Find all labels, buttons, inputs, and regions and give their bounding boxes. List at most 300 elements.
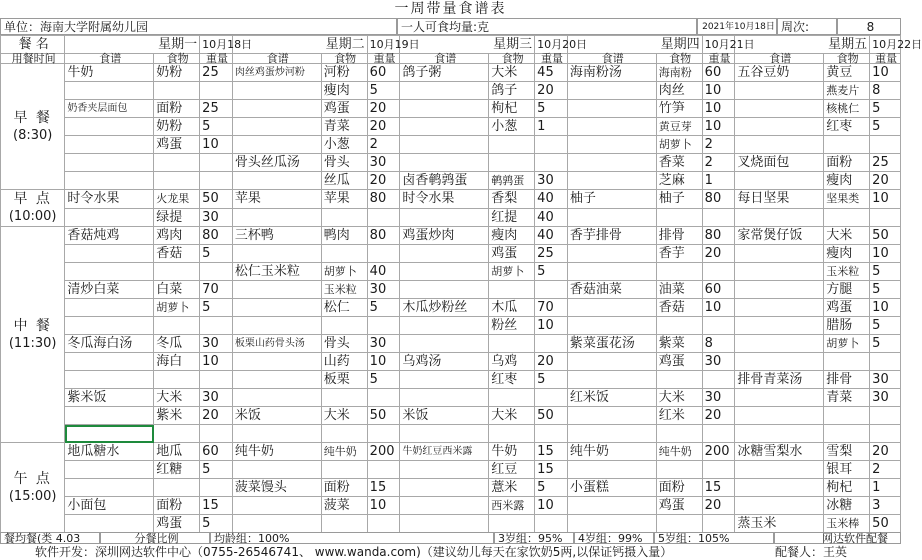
dish-cell[interactable] bbox=[65, 371, 154, 389]
food-cell[interactable]: 小葱 bbox=[321, 136, 367, 154]
food-cell[interactable] bbox=[656, 263, 702, 281]
dish-cell[interactable] bbox=[232, 245, 321, 263]
qty-cell[interactable]: 15 bbox=[535, 443, 568, 461]
food-cell[interactable]: 菠菜 bbox=[321, 497, 367, 515]
dish-cell[interactable] bbox=[232, 118, 321, 136]
qty-cell[interactable]: 30 bbox=[535, 172, 568, 190]
food-cell[interactable] bbox=[489, 425, 535, 443]
dish-cell[interactable] bbox=[65, 208, 154, 227]
qty-cell[interactable]: 25 bbox=[535, 245, 568, 263]
dish-cell[interactable] bbox=[400, 425, 489, 443]
dish-cell[interactable]: 地瓜糖水 bbox=[65, 443, 154, 461]
food-cell[interactable]: 柚子 bbox=[656, 190, 702, 209]
food-cell[interactable]: 松仁 bbox=[321, 299, 367, 317]
dish-cell[interactable] bbox=[65, 154, 154, 172]
qty-cell[interactable]: 15 bbox=[535, 461, 568, 479]
qty-cell[interactable] bbox=[200, 425, 233, 443]
dish-cell[interactable] bbox=[567, 299, 656, 317]
food-cell[interactable]: 排骨 bbox=[824, 371, 870, 389]
food-cell[interactable]: 大米 bbox=[656, 389, 702, 407]
food-cell[interactable]: 胡萝卜 bbox=[824, 335, 870, 353]
dish-cell[interactable] bbox=[232, 136, 321, 154]
food-cell[interactable]: 冬瓜 bbox=[154, 335, 200, 353]
dish-cell[interactable] bbox=[735, 136, 824, 154]
food-cell[interactable]: 乌鸡 bbox=[489, 353, 535, 371]
qty-cell[interactable]: 10 bbox=[870, 64, 901, 82]
qty-cell[interactable] bbox=[200, 371, 233, 389]
dish-cell[interactable] bbox=[400, 515, 489, 533]
qty-cell[interactable]: 20 bbox=[702, 497, 735, 515]
qty-cell[interactable]: 5 bbox=[535, 100, 568, 118]
qty-cell[interactable] bbox=[870, 353, 901, 371]
qty-cell[interactable]: 50 bbox=[870, 227, 901, 245]
food-cell[interactable]: 骨头 bbox=[321, 154, 367, 172]
dish-cell[interactable]: 松仁玉米粒 bbox=[232, 263, 321, 281]
qty-cell[interactable] bbox=[367, 389, 400, 407]
qty-cell[interactable]: 5 bbox=[200, 118, 233, 136]
food-cell[interactable]: 粉丝 bbox=[489, 317, 535, 335]
qty-cell[interactable] bbox=[702, 263, 735, 281]
dish-cell[interactable] bbox=[567, 100, 656, 118]
qty-cell[interactable]: 10 bbox=[702, 118, 735, 136]
food-cell[interactable]: 紫米 bbox=[154, 407, 200, 425]
dish-cell[interactable] bbox=[567, 497, 656, 515]
qty-cell[interactable]: 20 bbox=[702, 407, 735, 425]
qty-cell[interactable]: 5 bbox=[870, 118, 901, 136]
dish-cell[interactable]: 米饭 bbox=[232, 407, 321, 425]
dish-cell[interactable]: 海南粉汤 bbox=[567, 64, 656, 82]
food-cell[interactable]: 玉米粒 bbox=[824, 263, 870, 281]
food-cell[interactable]: 面粉 bbox=[321, 479, 367, 497]
dish-cell[interactable] bbox=[567, 407, 656, 425]
qty-cell[interactable]: 50 bbox=[367, 407, 400, 425]
food-cell[interactable] bbox=[489, 515, 535, 533]
dish-cell[interactable]: 板栗山药骨头汤 bbox=[232, 335, 321, 353]
dish-cell[interactable]: 时令水果 bbox=[400, 190, 489, 209]
dish-cell[interactable] bbox=[400, 100, 489, 118]
dish-cell[interactable]: 排骨青菜汤 bbox=[735, 371, 824, 389]
dish-cell[interactable] bbox=[567, 425, 656, 443]
dish-cell[interactable] bbox=[735, 245, 824, 263]
food-cell[interactable]: 竹笋 bbox=[656, 100, 702, 118]
food-cell[interactable]: 瘦肉 bbox=[321, 82, 367, 100]
qty-cell[interactable]: 60 bbox=[702, 64, 735, 82]
dish-cell[interactable]: 柚子 bbox=[567, 190, 656, 209]
dish-cell[interactable] bbox=[65, 461, 154, 479]
food-cell[interactable]: 冰糖 bbox=[824, 497, 870, 515]
food-cell[interactable] bbox=[154, 154, 200, 172]
dish-cell[interactable] bbox=[400, 281, 489, 299]
dish-cell[interactable] bbox=[232, 371, 321, 389]
qty-cell[interactable]: 40 bbox=[535, 190, 568, 209]
dish-cell[interactable]: 家常煲仔饭 bbox=[735, 227, 824, 245]
dish-cell[interactable]: 时令水果 bbox=[65, 190, 154, 209]
qty-cell[interactable]: 20 bbox=[870, 443, 901, 461]
qty-cell[interactable]: 10 bbox=[535, 497, 568, 515]
dish-cell[interactable] bbox=[65, 263, 154, 281]
food-cell[interactable]: 排骨 bbox=[656, 227, 702, 245]
qty-cell[interactable]: 10 bbox=[367, 497, 400, 515]
qty-cell[interactable] bbox=[367, 515, 400, 533]
qty-cell[interactable] bbox=[200, 479, 233, 497]
qty-cell[interactable] bbox=[870, 208, 901, 227]
qty-cell[interactable]: 2 bbox=[702, 154, 735, 172]
food-cell[interactable]: 香菜 bbox=[656, 154, 702, 172]
food-cell[interactable] bbox=[824, 208, 870, 227]
dish-cell[interactable] bbox=[400, 317, 489, 335]
dish-cell[interactable] bbox=[567, 172, 656, 190]
dish-cell[interactable]: 肉丝鸡蛋炒河粉 bbox=[232, 64, 321, 82]
food-cell[interactable]: 银耳 bbox=[824, 461, 870, 479]
qty-cell[interactable]: 10 bbox=[702, 100, 735, 118]
dish-cell[interactable]: 奶香夹层面包 bbox=[65, 100, 154, 118]
qty-cell[interactable]: 30 bbox=[870, 389, 901, 407]
food-cell[interactable]: 小葱 bbox=[489, 118, 535, 136]
dish-cell[interactable]: 香芋排骨 bbox=[567, 227, 656, 245]
qty-cell[interactable]: 20 bbox=[870, 172, 901, 190]
food-cell[interactable]: 地瓜 bbox=[154, 443, 200, 461]
dish-cell[interactable]: 紫菜蛋花汤 bbox=[567, 335, 656, 353]
qty-cell[interactable] bbox=[200, 263, 233, 281]
food-cell[interactable]: 大米 bbox=[824, 227, 870, 245]
dish-cell[interactable] bbox=[567, 82, 656, 100]
dish-cell[interactable] bbox=[400, 479, 489, 497]
qty-cell[interactable]: 5 bbox=[367, 371, 400, 389]
dish-cell[interactable] bbox=[65, 299, 154, 317]
dish-cell[interactable] bbox=[567, 353, 656, 371]
dish-cell[interactable]: 冬瓜海白汤 bbox=[65, 335, 154, 353]
food-cell[interactable] bbox=[489, 335, 535, 353]
qty-cell[interactable] bbox=[702, 461, 735, 479]
qty-cell[interactable]: 60 bbox=[702, 281, 735, 299]
dish-cell[interactable]: 鸽子粥 bbox=[400, 64, 489, 82]
food-cell[interactable] bbox=[489, 389, 535, 407]
qty-cell[interactable]: 8 bbox=[702, 335, 735, 353]
qty-cell[interactable] bbox=[535, 425, 568, 443]
dish-cell[interactable]: 鸡蛋炒肉 bbox=[400, 227, 489, 245]
qty-cell[interactable]: 80 bbox=[367, 190, 400, 209]
dish-cell[interactable] bbox=[400, 263, 489, 281]
food-cell[interactable] bbox=[321, 389, 367, 407]
qty-cell[interactable] bbox=[702, 371, 735, 389]
dish-cell[interactable]: 牛奶 bbox=[65, 64, 154, 82]
dish-cell[interactable] bbox=[567, 371, 656, 389]
food-cell[interactable] bbox=[824, 353, 870, 371]
qty-cell[interactable]: 30 bbox=[200, 335, 233, 353]
food-cell[interactable]: 青菜 bbox=[824, 389, 870, 407]
food-cell[interactable]: 鸡蛋 bbox=[489, 245, 535, 263]
food-cell[interactable]: 奶粉 bbox=[154, 64, 200, 82]
qty-cell[interactable]: 1 bbox=[702, 172, 735, 190]
food-cell[interactable]: 奶粉 bbox=[154, 118, 200, 136]
qty-cell[interactable]: 80 bbox=[367, 227, 400, 245]
dish-cell[interactable] bbox=[232, 82, 321, 100]
dish-cell[interactable]: 纯牛奶 bbox=[567, 443, 656, 461]
qty-cell[interactable]: 5 bbox=[200, 299, 233, 317]
dish-cell[interactable] bbox=[567, 317, 656, 335]
dish-cell[interactable] bbox=[400, 389, 489, 407]
qty-cell[interactable]: 20 bbox=[367, 118, 400, 136]
dish-cell[interactable] bbox=[735, 461, 824, 479]
qty-cell[interactable] bbox=[535, 389, 568, 407]
food-cell[interactable]: 丝瓜 bbox=[321, 172, 367, 190]
qty-cell[interactable]: 10 bbox=[535, 317, 568, 335]
qty-cell[interactable] bbox=[367, 425, 400, 443]
food-cell[interactable]: 鹌鹑蛋 bbox=[489, 172, 535, 190]
dish-cell[interactable] bbox=[232, 461, 321, 479]
food-cell[interactable]: 红糖 bbox=[154, 461, 200, 479]
food-cell[interactable] bbox=[489, 154, 535, 172]
dish-cell[interactable] bbox=[735, 497, 824, 515]
food-cell[interactable]: 雪梨 bbox=[824, 443, 870, 461]
food-cell[interactable] bbox=[656, 425, 702, 443]
qty-cell[interactable]: 5 bbox=[535, 479, 568, 497]
qty-cell[interactable]: 1 bbox=[870, 479, 901, 497]
food-cell[interactable] bbox=[656, 317, 702, 335]
food-cell[interactable] bbox=[489, 281, 535, 299]
qty-cell[interactable]: 50 bbox=[870, 515, 901, 533]
food-cell[interactable]: 西米露 bbox=[489, 497, 535, 515]
qty-cell[interactable]: 80 bbox=[702, 190, 735, 209]
food-cell[interactable]: 海南粉 bbox=[656, 64, 702, 82]
dish-cell[interactable]: 香菇炖鸡 bbox=[65, 227, 154, 245]
qty-cell[interactable] bbox=[702, 515, 735, 533]
dish-cell[interactable]: 苹果 bbox=[232, 190, 321, 209]
qty-cell[interactable] bbox=[870, 425, 901, 443]
food-cell[interactable]: 鸡蛋 bbox=[154, 136, 200, 154]
dish-cell[interactable] bbox=[567, 154, 656, 172]
qty-cell[interactable]: 30 bbox=[702, 389, 735, 407]
qty-cell[interactable]: 5 bbox=[200, 245, 233, 263]
qty-cell[interactable] bbox=[535, 136, 568, 154]
dish-cell[interactable]: 每日坚果 bbox=[735, 190, 824, 209]
dish-cell[interactable] bbox=[567, 208, 656, 227]
dish-cell[interactable] bbox=[735, 118, 824, 136]
qty-cell[interactable]: 30 bbox=[367, 281, 400, 299]
qty-cell[interactable]: 20 bbox=[702, 245, 735, 263]
dish-cell[interactable] bbox=[232, 172, 321, 190]
qty-cell[interactable]: 2 bbox=[367, 136, 400, 154]
qty-cell[interactable]: 30 bbox=[200, 208, 233, 227]
qty-cell[interactable] bbox=[535, 515, 568, 533]
dish-cell[interactable] bbox=[65, 407, 154, 425]
dish-cell[interactable] bbox=[735, 335, 824, 353]
qty-cell[interactable]: 30 bbox=[702, 353, 735, 371]
food-cell[interactable] bbox=[321, 317, 367, 335]
dish-cell[interactable] bbox=[65, 479, 154, 497]
food-cell[interactable]: 红豆 bbox=[489, 461, 535, 479]
qty-cell[interactable]: 5 bbox=[535, 263, 568, 281]
food-cell[interactable] bbox=[656, 208, 702, 227]
qty-cell[interactable] bbox=[367, 317, 400, 335]
food-cell[interactable]: 枸杞 bbox=[824, 479, 870, 497]
dish-cell[interactable] bbox=[232, 281, 321, 299]
dish-cell[interactable] bbox=[400, 335, 489, 353]
dish-cell[interactable] bbox=[735, 389, 824, 407]
dish-cell[interactable] bbox=[567, 461, 656, 479]
food-cell[interactable]: 山药 bbox=[321, 353, 367, 371]
food-cell[interactable]: 黄豆芽 bbox=[656, 118, 702, 136]
dish-cell[interactable]: 乌鸡汤 bbox=[400, 353, 489, 371]
food-cell[interactable]: 玉米棒 bbox=[824, 515, 870, 533]
dish-cell[interactable]: 蒸玉米 bbox=[735, 515, 824, 533]
dish-cell[interactable] bbox=[400, 371, 489, 389]
dish-cell[interactable] bbox=[735, 208, 824, 227]
food-cell[interactable] bbox=[824, 407, 870, 425]
food-cell[interactable]: 红枣 bbox=[824, 118, 870, 136]
qty-cell[interactable] bbox=[367, 208, 400, 227]
qty-cell[interactable]: 20 bbox=[367, 172, 400, 190]
qty-cell[interactable]: 2 bbox=[870, 461, 901, 479]
dish-cell[interactable]: 紫米饭 bbox=[65, 389, 154, 407]
food-cell[interactable]: 海白 bbox=[154, 353, 200, 371]
dish-cell[interactable] bbox=[65, 172, 154, 190]
qty-cell[interactable]: 30 bbox=[367, 154, 400, 172]
dish-cell[interactable] bbox=[400, 136, 489, 154]
food-cell[interactable]: 火龙果 bbox=[154, 190, 200, 209]
food-cell[interactable]: 燕麦片 bbox=[824, 82, 870, 100]
food-cell[interactable]: 薏米 bbox=[489, 479, 535, 497]
food-cell[interactable]: 芝麻 bbox=[656, 172, 702, 190]
food-cell[interactable]: 骨头 bbox=[321, 335, 367, 353]
dish-cell[interactable] bbox=[65, 136, 154, 154]
dish-cell[interactable]: 冰糖雪梨水 bbox=[735, 443, 824, 461]
qty-cell[interactable]: 30 bbox=[870, 371, 901, 389]
qty-cell[interactable]: 40 bbox=[367, 263, 400, 281]
dish-cell[interactable] bbox=[567, 263, 656, 281]
food-cell[interactable] bbox=[321, 208, 367, 227]
dish-cell[interactable] bbox=[735, 317, 824, 335]
qty-cell[interactable]: 80 bbox=[702, 227, 735, 245]
qty-cell[interactable] bbox=[702, 425, 735, 443]
dish-cell[interactable]: 骨头丝瓜汤 bbox=[232, 154, 321, 172]
food-cell[interactable]: 面粉 bbox=[154, 497, 200, 515]
dish-cell[interactable] bbox=[232, 353, 321, 371]
qty-cell[interactable]: 70 bbox=[535, 299, 568, 317]
food-cell[interactable] bbox=[154, 263, 200, 281]
food-cell[interactable]: 腊肠 bbox=[824, 317, 870, 335]
food-cell[interactable] bbox=[154, 172, 200, 190]
qty-cell[interactable]: 5 bbox=[367, 299, 400, 317]
dish-cell[interactable] bbox=[567, 515, 656, 533]
qty-cell[interactable]: 25 bbox=[200, 100, 233, 118]
dish-cell[interactable]: 清炒白菜 bbox=[65, 281, 154, 299]
food-cell[interactable]: 坚果类 bbox=[824, 190, 870, 209]
dish-cell[interactable] bbox=[735, 479, 824, 497]
qty-cell[interactable]: 5 bbox=[200, 461, 233, 479]
dish-cell[interactable] bbox=[65, 245, 154, 263]
qty-cell[interactable]: 200 bbox=[702, 443, 735, 461]
food-cell[interactable]: 香梨 bbox=[489, 190, 535, 209]
qty-cell[interactable]: 15 bbox=[367, 479, 400, 497]
qty-cell[interactable]: 20 bbox=[535, 353, 568, 371]
qty-cell[interactable]: 3 bbox=[870, 497, 901, 515]
qty-cell[interactable]: 10 bbox=[702, 82, 735, 100]
qty-cell[interactable]: 2 bbox=[702, 136, 735, 154]
food-cell[interactable]: 面粉 bbox=[656, 479, 702, 497]
qty-cell[interactable]: 10 bbox=[367, 353, 400, 371]
food-cell[interactable]: 大米 bbox=[321, 407, 367, 425]
qty-cell[interactable]: 5 bbox=[870, 317, 901, 335]
qty-cell[interactable] bbox=[200, 172, 233, 190]
food-cell[interactable]: 纯牛奶 bbox=[656, 443, 702, 461]
qty-cell[interactable]: 10 bbox=[200, 353, 233, 371]
qty-cell[interactable] bbox=[367, 245, 400, 263]
qty-cell[interactable]: 10 bbox=[870, 245, 901, 263]
qty-cell[interactable]: 10 bbox=[702, 299, 735, 317]
qty-cell[interactable] bbox=[702, 317, 735, 335]
qty-cell[interactable]: 10 bbox=[200, 136, 233, 154]
dish-cell[interactable] bbox=[735, 172, 824, 190]
dish-cell[interactable]: 香菇油菜 bbox=[567, 281, 656, 299]
dish-cell[interactable] bbox=[735, 100, 824, 118]
food-cell[interactable]: 面粉 bbox=[824, 154, 870, 172]
dish-cell[interactable]: 小面包 bbox=[65, 497, 154, 515]
qty-cell[interactable]: 25 bbox=[200, 64, 233, 82]
dish-cell[interactable]: 小蛋糕 bbox=[567, 479, 656, 497]
qty-cell[interactable]: 5 bbox=[870, 100, 901, 118]
dish-cell[interactable] bbox=[400, 118, 489, 136]
dish-cell[interactable] bbox=[735, 407, 824, 425]
food-cell[interactable] bbox=[321, 461, 367, 479]
dish-cell[interactable] bbox=[567, 245, 656, 263]
qty-cell[interactable] bbox=[200, 82, 233, 100]
dish-cell[interactable] bbox=[65, 353, 154, 371]
food-cell[interactable] bbox=[321, 425, 367, 443]
dish-cell[interactable]: 米饭 bbox=[400, 407, 489, 425]
dish-cell[interactable]: 菠菜馒头 bbox=[232, 479, 321, 497]
food-cell[interactable]: 香菇 bbox=[656, 299, 702, 317]
dish-cell[interactable]: 叉烧面包 bbox=[735, 154, 824, 172]
dish-cell[interactable] bbox=[400, 82, 489, 100]
dish-cell[interactable] bbox=[232, 425, 321, 443]
food-cell[interactable]: 鸡肉 bbox=[154, 227, 200, 245]
food-cell[interactable]: 鸡蛋 bbox=[824, 299, 870, 317]
dish-cell[interactable]: 红米饭 bbox=[567, 389, 656, 407]
qty-cell[interactable]: 20 bbox=[535, 82, 568, 100]
qty-cell[interactable]: 10 bbox=[870, 299, 901, 317]
dish-cell[interactable] bbox=[65, 317, 154, 335]
food-cell[interactable]: 瘦肉 bbox=[824, 245, 870, 263]
dish-cell[interactable] bbox=[232, 317, 321, 335]
dish-cell[interactable] bbox=[400, 461, 489, 479]
qty-cell[interactable]: 25 bbox=[870, 154, 901, 172]
dish-cell[interactable] bbox=[65, 515, 154, 533]
dish-cell[interactable]: 牛奶红豆西米露 bbox=[400, 443, 489, 461]
food-cell[interactable]: 瘦肉 bbox=[489, 227, 535, 245]
qty-cell[interactable] bbox=[535, 281, 568, 299]
qty-cell[interactable]: 50 bbox=[535, 407, 568, 425]
dish-cell[interactable] bbox=[232, 389, 321, 407]
dish-cell[interactable] bbox=[400, 154, 489, 172]
qty-cell[interactable] bbox=[535, 335, 568, 353]
food-cell[interactable] bbox=[656, 371, 702, 389]
dish-cell[interactable] bbox=[232, 497, 321, 515]
dish-cell[interactable] bbox=[735, 82, 824, 100]
qty-cell[interactable] bbox=[870, 136, 901, 154]
food-cell[interactable]: 香芋 bbox=[656, 245, 702, 263]
dish-cell[interactable] bbox=[735, 299, 824, 317]
food-cell[interactable] bbox=[154, 479, 200, 497]
food-cell[interactable] bbox=[321, 245, 367, 263]
dish-cell[interactable] bbox=[567, 118, 656, 136]
food-cell[interactable]: 鸡蛋 bbox=[154, 515, 200, 533]
dish-cell[interactable] bbox=[735, 425, 824, 443]
dish-cell[interactable] bbox=[232, 208, 321, 227]
food-cell[interactable]: 鸭肉 bbox=[321, 227, 367, 245]
dish-cell[interactable]: 卤香鹌鹑蛋 bbox=[400, 172, 489, 190]
food-cell[interactable]: 玉米粒 bbox=[321, 281, 367, 299]
